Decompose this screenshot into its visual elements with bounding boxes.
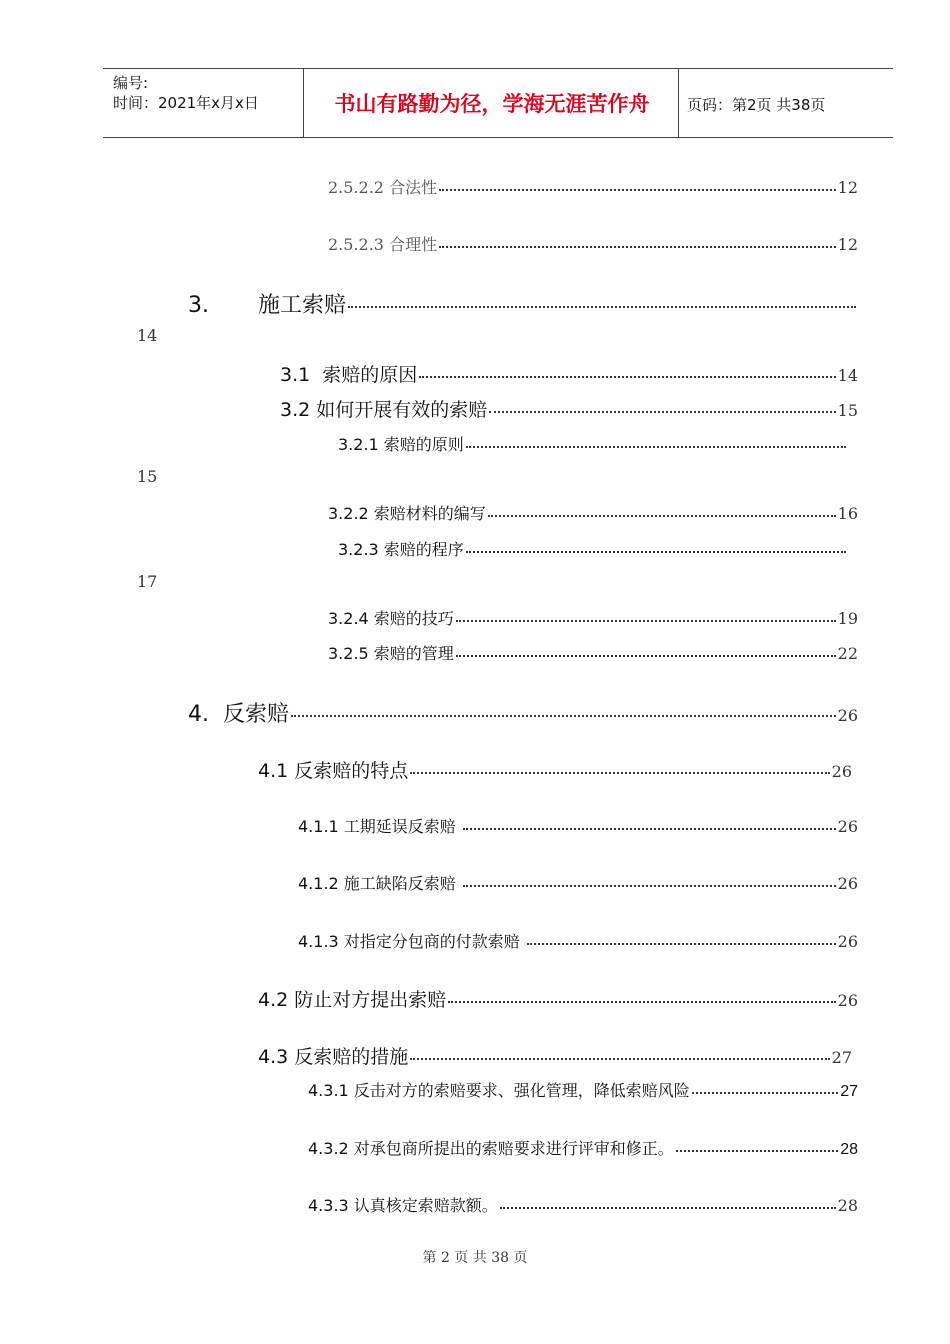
toc-entry-page: 26	[837, 817, 858, 836]
toc-entry[interactable]	[298, 929, 858, 952]
toc-entry-page: 22	[837, 644, 858, 663]
toc-entry-label: 3.2.5 索赔的管理	[328, 644, 454, 663]
toc-entry-page: 28	[840, 1141, 858, 1158]
toc-entry[interactable]	[308, 1193, 858, 1216]
toc-entry-page: 17	[137, 572, 158, 591]
toc-entry-page: 12	[837, 178, 858, 197]
toc-leader	[489, 409, 835, 413]
toc-entry[interactable]	[328, 232, 858, 255]
toc-leader	[291, 713, 836, 717]
toc-entry-label: 3.2.2 索赔材料的编写	[328, 504, 486, 523]
toc-leader	[463, 826, 836, 830]
toc-entry-label: 3.2.4 索赔的技巧	[328, 609, 454, 628]
toc-entry-label: 4.1.1 工期延误反索赔	[298, 817, 461, 836]
toc-entry-page: 14	[137, 326, 158, 345]
document-number-label: 编号:	[113, 74, 149, 92]
header-page-info: 页码：第2页 共38页	[687, 96, 826, 114]
toc-entry-page: 26	[831, 762, 852, 781]
toc-entry[interactable]	[188, 288, 858, 319]
toc-leader	[488, 513, 836, 517]
toc-leader	[466, 549, 846, 553]
toc-entry-label: 3.1 索赔的原因	[280, 364, 418, 386]
toc-entry-page: 27	[840, 1083, 858, 1100]
toc-entry-label: 4.1.3 对指定分包商的付款索赔	[298, 932, 525, 951]
toc-entry-label: 4.3.3 认真核定索赔款额。	[308, 1196, 498, 1215]
toc-entry[interactable]	[258, 756, 852, 783]
toc-leader	[456, 618, 836, 622]
toc-leader	[527, 941, 836, 945]
toc-leader	[463, 883, 836, 887]
toc-entry-label: 2.5.2.3 合理性	[328, 235, 438, 254]
toc-entry[interactable]	[328, 606, 858, 629]
toc-leader	[439, 244, 836, 248]
toc-entry-page: 26	[837, 706, 858, 725]
toc-entry-page: 28	[837, 1196, 858, 1215]
toc-entry[interactable]	[338, 432, 848, 455]
toc-entry[interactable]	[298, 871, 858, 894]
toc-entry[interactable]	[258, 1042, 852, 1069]
toc-entry[interactable]	[338, 537, 848, 560]
toc-entry-label: 3. 施工索赔	[188, 293, 346, 318]
toc-leader	[439, 187, 836, 191]
toc-entry-label: 3.2 如何开展有效的索赔	[280, 399, 488, 421]
toc-leader	[692, 1090, 838, 1094]
toc-entry-label: 2.5.2.2 合法性	[328, 178, 438, 197]
toc-entry[interactable]	[328, 175, 858, 198]
toc-entry[interactable]	[308, 1136, 858, 1159]
toc-entry-label: 4.1 反索赔的特点	[258, 760, 409, 782]
toc-entry-label: 4. 反索赔	[188, 702, 289, 727]
toc-entry-label: 4.2 防止对方提出索赔	[258, 989, 447, 1011]
toc-entry-page: 26	[837, 991, 858, 1010]
toc-entry-page: 19	[837, 609, 858, 628]
toc-leader	[410, 1056, 829, 1060]
page-footer: 第 2 页 共 38 页	[422, 1250, 528, 1266]
toc-entry[interactable]	[298, 814, 858, 837]
toc-entry[interactable]	[328, 641, 858, 664]
toc-entry-label: 3.2.3 索赔的程序	[338, 540, 464, 559]
toc-entry[interactable]	[308, 1078, 858, 1101]
toc-entry-page: 15	[837, 401, 858, 420]
toc-entry-page: 15	[137, 467, 158, 486]
toc-leader	[456, 653, 836, 657]
toc-entry-label: 3.2.1 索赔的原则	[338, 435, 464, 454]
toc-entry-page: 12	[837, 235, 858, 254]
toc-entry-label: 4.3.1 反击对方的索赔要求、强化管理，降低索赔风险	[308, 1081, 690, 1100]
toc-leader	[410, 770, 829, 774]
toc-entry[interactable]	[188, 697, 858, 728]
toc-leader	[676, 1148, 838, 1152]
toc-entry[interactable]	[328, 501, 858, 524]
toc-entry-page: 14	[837, 366, 858, 385]
toc-entry-label: 4.3 反索赔的措施	[258, 1046, 409, 1068]
toc-entry-page: 26	[837, 874, 858, 893]
header-motto: 书山有路勤为径，学海无涯苦作舟	[334, 92, 650, 116]
toc-entry[interactable]	[280, 360, 858, 387]
toc-entry[interactable]	[258, 985, 858, 1012]
toc-entry-label: 4.1.2 施工缺陷反索赔	[298, 874, 461, 893]
toc-leader	[448, 999, 835, 1003]
toc-entry-page: 26	[837, 932, 858, 951]
toc-leader	[348, 304, 856, 308]
toc-leader	[466, 444, 846, 448]
toc-leader	[500, 1205, 836, 1209]
toc-entry-label: 4.3.2 对承包商所提出的索赔要求进行评审和修正。	[308, 1139, 674, 1158]
document-date: 时间：2021年x月x日	[113, 94, 259, 112]
toc-entry[interactable]	[280, 395, 858, 422]
toc-entry-page: 16	[837, 504, 858, 523]
toc-entry-page: 27	[831, 1048, 852, 1067]
toc-leader	[419, 374, 835, 378]
